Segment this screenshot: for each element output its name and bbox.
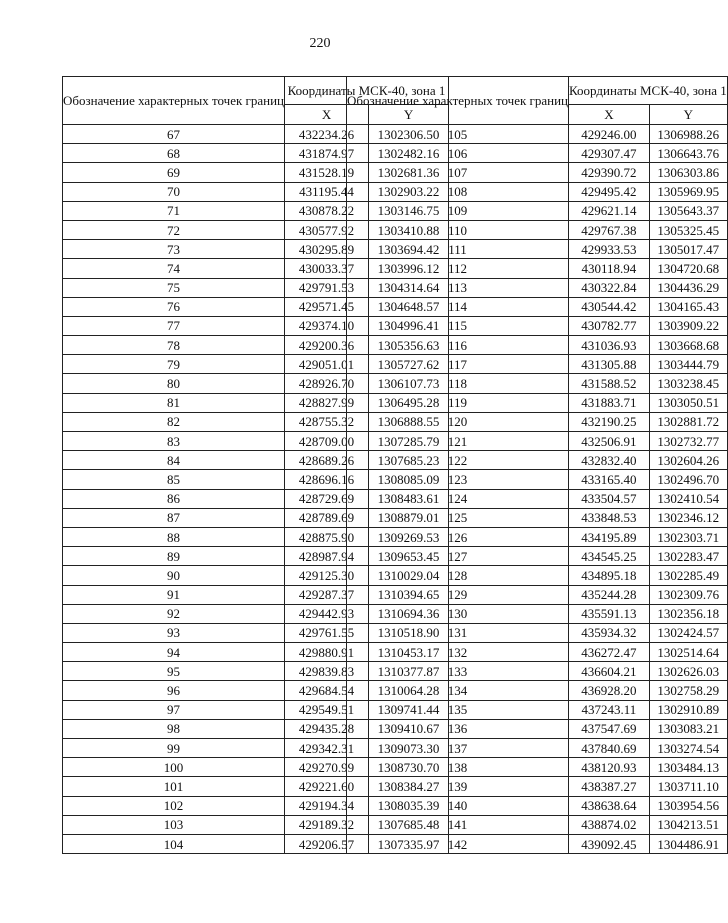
table-row (347, 163, 728, 182)
x-coordinate: 435591.13 (569, 604, 650, 623)
x-coordinate: 429791.53 (285, 278, 369, 297)
table-row (347, 451, 728, 470)
table-row (347, 815, 728, 834)
table-row (347, 700, 728, 719)
x-coordinate: 431528.19 (285, 163, 369, 182)
y-coordinate: 1306303.86 (649, 163, 727, 182)
y-coordinate: 1309269.53 (369, 527, 449, 546)
header-y: Y (649, 105, 727, 125)
point-number: 130 (347, 604, 569, 623)
point-number: 125 (347, 508, 569, 527)
point-number: 120 (347, 412, 569, 431)
x-coordinate: 437243.11 (569, 700, 650, 719)
y-coordinate: 1302356.18 (649, 604, 727, 623)
y-coordinate: 1310064.28 (369, 681, 449, 700)
x-coordinate: 436272.47 (569, 643, 650, 662)
table-row (347, 297, 728, 316)
y-coordinate: 1303274.54 (649, 739, 727, 758)
y-coordinate: 1302881.72 (649, 412, 727, 431)
point-number: 97 (63, 700, 285, 719)
point-number: 117 (347, 355, 569, 374)
point-number: 103 (63, 815, 285, 834)
point-number: 81 (63, 393, 285, 412)
x-coordinate: 436928.20 (569, 681, 650, 700)
point-number: 111 (347, 240, 569, 259)
x-coordinate: 434545.25 (569, 547, 650, 566)
point-number: 126 (347, 527, 569, 546)
y-coordinate: 1303444.79 (649, 355, 727, 374)
point-number: 119 (347, 393, 569, 412)
point-number: 85 (63, 470, 285, 489)
x-coordinate: 429390.72 (569, 163, 650, 182)
y-coordinate: 1305969.95 (649, 182, 727, 201)
x-coordinate: 429374.10 (285, 316, 369, 335)
y-coordinate: 1304648.57 (369, 297, 449, 316)
y-coordinate: 1302732.77 (649, 432, 727, 451)
y-coordinate: 1304486.91 (649, 834, 727, 853)
point-number: 113 (347, 278, 569, 297)
point-number: 108 (347, 182, 569, 201)
table-row (347, 125, 728, 144)
x-coordinate: 429839.83 (285, 662, 369, 681)
y-coordinate: 1310029.04 (369, 566, 449, 585)
x-coordinate: 430322.84 (569, 278, 650, 297)
table-row (347, 681, 728, 700)
y-coordinate: 1303694.42 (369, 240, 449, 259)
y-coordinate: 1305017.47 (649, 240, 727, 259)
y-coordinate: 1303484.13 (649, 758, 727, 777)
table-row (347, 834, 728, 853)
x-coordinate: 429221.60 (285, 777, 369, 796)
point-number: 82 (63, 412, 285, 431)
point-number: 80 (63, 374, 285, 393)
table-row (347, 336, 728, 355)
y-coordinate: 1308879.01 (369, 508, 449, 527)
point-number: 105 (347, 125, 569, 144)
point-number: 87 (63, 508, 285, 527)
x-coordinate: 433165.40 (569, 470, 650, 489)
point-number: 84 (63, 451, 285, 470)
y-coordinate: 1306643.76 (649, 144, 727, 163)
x-coordinate: 428729.69 (285, 489, 369, 508)
x-coordinate: 434195.89 (569, 527, 650, 546)
point-number: 123 (347, 470, 569, 489)
x-coordinate: 431195.44 (285, 182, 369, 201)
x-coordinate: 429495.42 (569, 182, 650, 201)
x-coordinate: 428926.70 (285, 374, 369, 393)
x-coordinate: 429684.54 (285, 681, 369, 700)
x-coordinate: 430782.77 (569, 316, 650, 335)
point-number: 70 (63, 182, 285, 201)
x-coordinate: 429307.47 (569, 144, 650, 163)
point-number: 78 (63, 336, 285, 355)
y-coordinate: 1310377.87 (369, 662, 449, 681)
y-coordinate: 1309073.30 (369, 739, 449, 758)
y-coordinate: 1302910.89 (649, 700, 727, 719)
x-coordinate: 435244.28 (569, 585, 650, 604)
y-coordinate: 1304436.29 (649, 278, 727, 297)
point-number: 132 (347, 643, 569, 662)
y-coordinate: 1302626.03 (649, 662, 727, 681)
point-number: 141 (347, 815, 569, 834)
x-coordinate: 431305.88 (569, 355, 650, 374)
x-coordinate: 432506.91 (569, 432, 650, 451)
x-coordinate: 431883.71 (569, 393, 650, 412)
y-coordinate: 1303238.45 (649, 374, 727, 393)
table-row (347, 643, 728, 662)
x-coordinate: 429342.31 (285, 739, 369, 758)
table-row (347, 527, 728, 546)
y-coordinate: 1308035.39 (369, 796, 449, 815)
y-coordinate: 1305356.63 (369, 336, 449, 355)
y-coordinate: 1307285.79 (369, 432, 449, 451)
y-coordinate: 1308483.61 (369, 489, 449, 508)
x-coordinate: 429442.93 (285, 604, 369, 623)
table-row (347, 623, 728, 642)
y-coordinate: 1304720.68 (649, 259, 727, 278)
x-coordinate: 431588.52 (569, 374, 650, 393)
x-coordinate: 428689.26 (285, 451, 369, 470)
point-number: 118 (347, 374, 569, 393)
point-number: 100 (63, 758, 285, 777)
table-row (347, 240, 728, 259)
point-number: 95 (63, 662, 285, 681)
header-coordinate-system: Координаты МСК-40, зона 1 (285, 77, 449, 105)
y-coordinate: 1304213.51 (649, 815, 727, 834)
point-number: 104 (63, 834, 285, 853)
y-coordinate: 1303668.68 (649, 336, 727, 355)
table-row (347, 508, 728, 527)
point-number: 75 (63, 278, 285, 297)
point-number: 89 (63, 547, 285, 566)
x-coordinate: 428709.00 (285, 432, 369, 451)
point-number: 140 (347, 796, 569, 815)
table-row (347, 393, 728, 412)
point-number: 98 (63, 719, 285, 738)
x-coordinate: 429549.51 (285, 700, 369, 719)
x-coordinate: 428696.16 (285, 470, 369, 489)
x-coordinate: 430033.37 (285, 259, 369, 278)
x-coordinate: 429189.32 (285, 815, 369, 834)
x-coordinate: 430878.22 (285, 201, 369, 220)
y-coordinate: 1302309.76 (649, 585, 727, 604)
coordinates-table-right (346, 76, 728, 854)
x-coordinate: 434895.18 (569, 566, 650, 585)
y-coordinate: 1306495.28 (369, 393, 449, 412)
point-number: 138 (347, 758, 569, 777)
table-row (347, 719, 728, 738)
x-coordinate: 429246.00 (569, 125, 650, 144)
point-number: 73 (63, 240, 285, 259)
x-coordinate: 429287.37 (285, 585, 369, 604)
x-coordinate: 435934.32 (569, 623, 650, 642)
y-coordinate: 1310394.65 (369, 585, 449, 604)
point-number: 90 (63, 566, 285, 585)
y-coordinate: 1306888.55 (369, 412, 449, 431)
y-coordinate: 1303050.51 (649, 393, 727, 412)
y-coordinate: 1303954.56 (649, 796, 727, 815)
y-coordinate: 1307685.48 (369, 815, 449, 834)
x-coordinate: 429767.38 (569, 220, 650, 239)
y-coordinate: 1308085.09 (369, 470, 449, 489)
point-number: 83 (63, 432, 285, 451)
point-number: 91 (63, 585, 285, 604)
header-point-designation: Обозначение характерных точек границ (63, 77, 285, 125)
table-row (347, 220, 728, 239)
x-coordinate: 430295.89 (285, 240, 369, 259)
y-coordinate: 1309741.44 (369, 700, 449, 719)
point-number: 77 (63, 316, 285, 335)
x-coordinate: 432832.40 (569, 451, 650, 470)
header-point-designation: Обозначение характерных точек границ (347, 77, 569, 125)
point-number: 74 (63, 259, 285, 278)
point-number: 93 (63, 623, 285, 642)
y-coordinate: 1303996.12 (369, 259, 449, 278)
y-coordinate: 1302424.57 (649, 623, 727, 642)
point-number: 94 (63, 643, 285, 662)
table-row (347, 316, 728, 335)
x-coordinate: 432234.26 (285, 125, 369, 144)
point-number: 86 (63, 489, 285, 508)
x-coordinate: 431036.93 (569, 336, 650, 355)
y-coordinate: 1304996.41 (369, 316, 449, 335)
y-coordinate: 1303146.75 (369, 201, 449, 220)
table-row (347, 489, 728, 508)
table-row (347, 547, 728, 566)
y-coordinate: 1304165.43 (649, 297, 727, 316)
x-coordinate: 429270.99 (285, 758, 369, 777)
y-coordinate: 1308730.70 (369, 758, 449, 777)
point-number: 96 (63, 681, 285, 700)
page-number: 220 (309, 36, 331, 51)
table-row (347, 585, 728, 604)
table-row (347, 259, 728, 278)
point-number: 109 (347, 201, 569, 220)
x-coordinate: 438874.02 (569, 815, 650, 834)
y-coordinate: 1302346.12 (649, 508, 727, 527)
table-row (347, 796, 728, 815)
header-coordinate-system: Координаты МСК-40, зона 1 (569, 77, 728, 105)
x-coordinate: 430544.42 (569, 297, 650, 316)
table-row (347, 355, 728, 374)
point-number: 128 (347, 566, 569, 585)
point-number: 112 (347, 259, 569, 278)
x-coordinate: 428987.94 (285, 547, 369, 566)
point-number: 135 (347, 700, 569, 719)
point-number: 88 (63, 527, 285, 546)
x-coordinate: 430118.94 (569, 259, 650, 278)
x-coordinate: 431874.97 (285, 144, 369, 163)
point-number: 139 (347, 777, 569, 796)
x-coordinate: 430577.92 (285, 220, 369, 239)
x-coordinate: 438387.27 (569, 777, 650, 796)
point-number: 68 (63, 144, 285, 163)
y-coordinate: 1303410.88 (369, 220, 449, 239)
point-number: 76 (63, 297, 285, 316)
point-number: 67 (63, 125, 285, 144)
table-row (347, 144, 728, 163)
x-coordinate: 429200.36 (285, 336, 369, 355)
x-coordinate: 429206.57 (285, 834, 369, 853)
x-coordinate: 432190.25 (569, 412, 650, 431)
y-coordinate: 1302283.47 (649, 547, 727, 566)
table-row (347, 739, 728, 758)
y-coordinate: 1306107.73 (369, 374, 449, 393)
y-coordinate: 1305325.45 (649, 220, 727, 239)
point-number: 69 (63, 163, 285, 182)
table-row (347, 777, 728, 796)
point-number: 110 (347, 220, 569, 239)
y-coordinate: 1309653.45 (369, 547, 449, 566)
x-coordinate: 429621.14 (569, 201, 650, 220)
table-row (347, 182, 728, 201)
point-number: 72 (63, 220, 285, 239)
y-coordinate: 1302482.16 (369, 144, 449, 163)
y-coordinate: 1302903.22 (369, 182, 449, 201)
x-coordinate: 428789.69 (285, 508, 369, 527)
y-coordinate: 1303909.22 (649, 316, 727, 335)
point-number: 136 (347, 719, 569, 738)
x-coordinate: 436604.21 (569, 662, 650, 681)
table-row (347, 604, 728, 623)
point-number: 124 (347, 489, 569, 508)
x-coordinate: 438638.64 (569, 796, 650, 815)
y-coordinate: 1302303.71 (649, 527, 727, 546)
point-number: 99 (63, 739, 285, 758)
y-coordinate: 1308384.27 (369, 777, 449, 796)
y-coordinate: 1307335.97 (369, 834, 449, 853)
point-number: 129 (347, 585, 569, 604)
x-coordinate: 429761.55 (285, 623, 369, 642)
table-body (347, 125, 728, 854)
point-number: 116 (347, 336, 569, 355)
table-row (347, 470, 728, 489)
table-row (347, 566, 728, 585)
table-row (347, 432, 728, 451)
point-number: 121 (347, 432, 569, 451)
y-coordinate: 1304314.64 (369, 278, 449, 297)
table-row (347, 758, 728, 777)
point-number: 71 (63, 201, 285, 220)
x-coordinate: 428875.90 (285, 527, 369, 546)
x-coordinate: 438120.93 (569, 758, 650, 777)
table-row (347, 412, 728, 431)
point-number: 102 (63, 796, 285, 815)
y-coordinate: 1302410.54 (649, 489, 727, 508)
x-coordinate: 439092.45 (569, 834, 650, 853)
x-coordinate: 428827.99 (285, 393, 369, 412)
point-number: 131 (347, 623, 569, 642)
y-coordinate: 1305643.37 (649, 201, 727, 220)
y-coordinate: 1310694.36 (369, 604, 449, 623)
y-coordinate: 1302604.26 (649, 451, 727, 470)
y-coordinate: 1302681.36 (369, 163, 449, 182)
x-coordinate: 437840.69 (569, 739, 650, 758)
y-coordinate: 1310518.90 (369, 623, 449, 642)
point-number: 115 (347, 316, 569, 335)
point-number: 106 (347, 144, 569, 163)
y-coordinate: 1307685.23 (369, 451, 449, 470)
x-coordinate: 428755.32 (285, 412, 369, 431)
y-coordinate: 1302514.64 (649, 643, 727, 662)
y-coordinate: 1305727.62 (369, 355, 449, 374)
x-coordinate: 429125.30 (285, 566, 369, 585)
y-coordinate: 1302306.50 (369, 125, 449, 144)
header-y: Y (369, 105, 449, 125)
y-coordinate: 1309410.67 (369, 719, 449, 738)
point-number: 127 (347, 547, 569, 566)
point-number: 79 (63, 355, 285, 374)
point-number: 107 (347, 163, 569, 182)
table-row (347, 374, 728, 393)
header-x: X (569, 105, 650, 125)
y-coordinate: 1306988.26 (649, 125, 727, 144)
x-coordinate: 433848.53 (569, 508, 650, 527)
x-coordinate: 433504.57 (569, 489, 650, 508)
x-coordinate: 429194.34 (285, 796, 369, 815)
point-number: 114 (347, 297, 569, 316)
x-coordinate: 437547.69 (569, 719, 650, 738)
table-row (347, 278, 728, 297)
point-number: 122 (347, 451, 569, 470)
y-coordinate: 1302285.49 (649, 566, 727, 585)
y-coordinate: 1303711.10 (649, 777, 727, 796)
header-x: X (285, 105, 369, 125)
x-coordinate: 429435.28 (285, 719, 369, 738)
point-number: 137 (347, 739, 569, 758)
point-number: 101 (63, 777, 285, 796)
y-coordinate: 1302496.70 (649, 470, 727, 489)
point-number: 134 (347, 681, 569, 700)
y-coordinate: 1303083.21 (649, 719, 727, 738)
point-number: 142 (347, 834, 569, 853)
point-number: 133 (347, 662, 569, 681)
x-coordinate: 429571.45 (285, 297, 369, 316)
table-row (347, 662, 728, 681)
x-coordinate: 429933.53 (569, 240, 650, 259)
x-coordinate: 429880.91 (285, 643, 369, 662)
y-coordinate: 1310453.17 (369, 643, 449, 662)
table-row (347, 201, 728, 220)
point-number: 92 (63, 604, 285, 623)
x-coordinate: 429051.01 (285, 355, 369, 374)
y-coordinate: 1302758.29 (649, 681, 727, 700)
